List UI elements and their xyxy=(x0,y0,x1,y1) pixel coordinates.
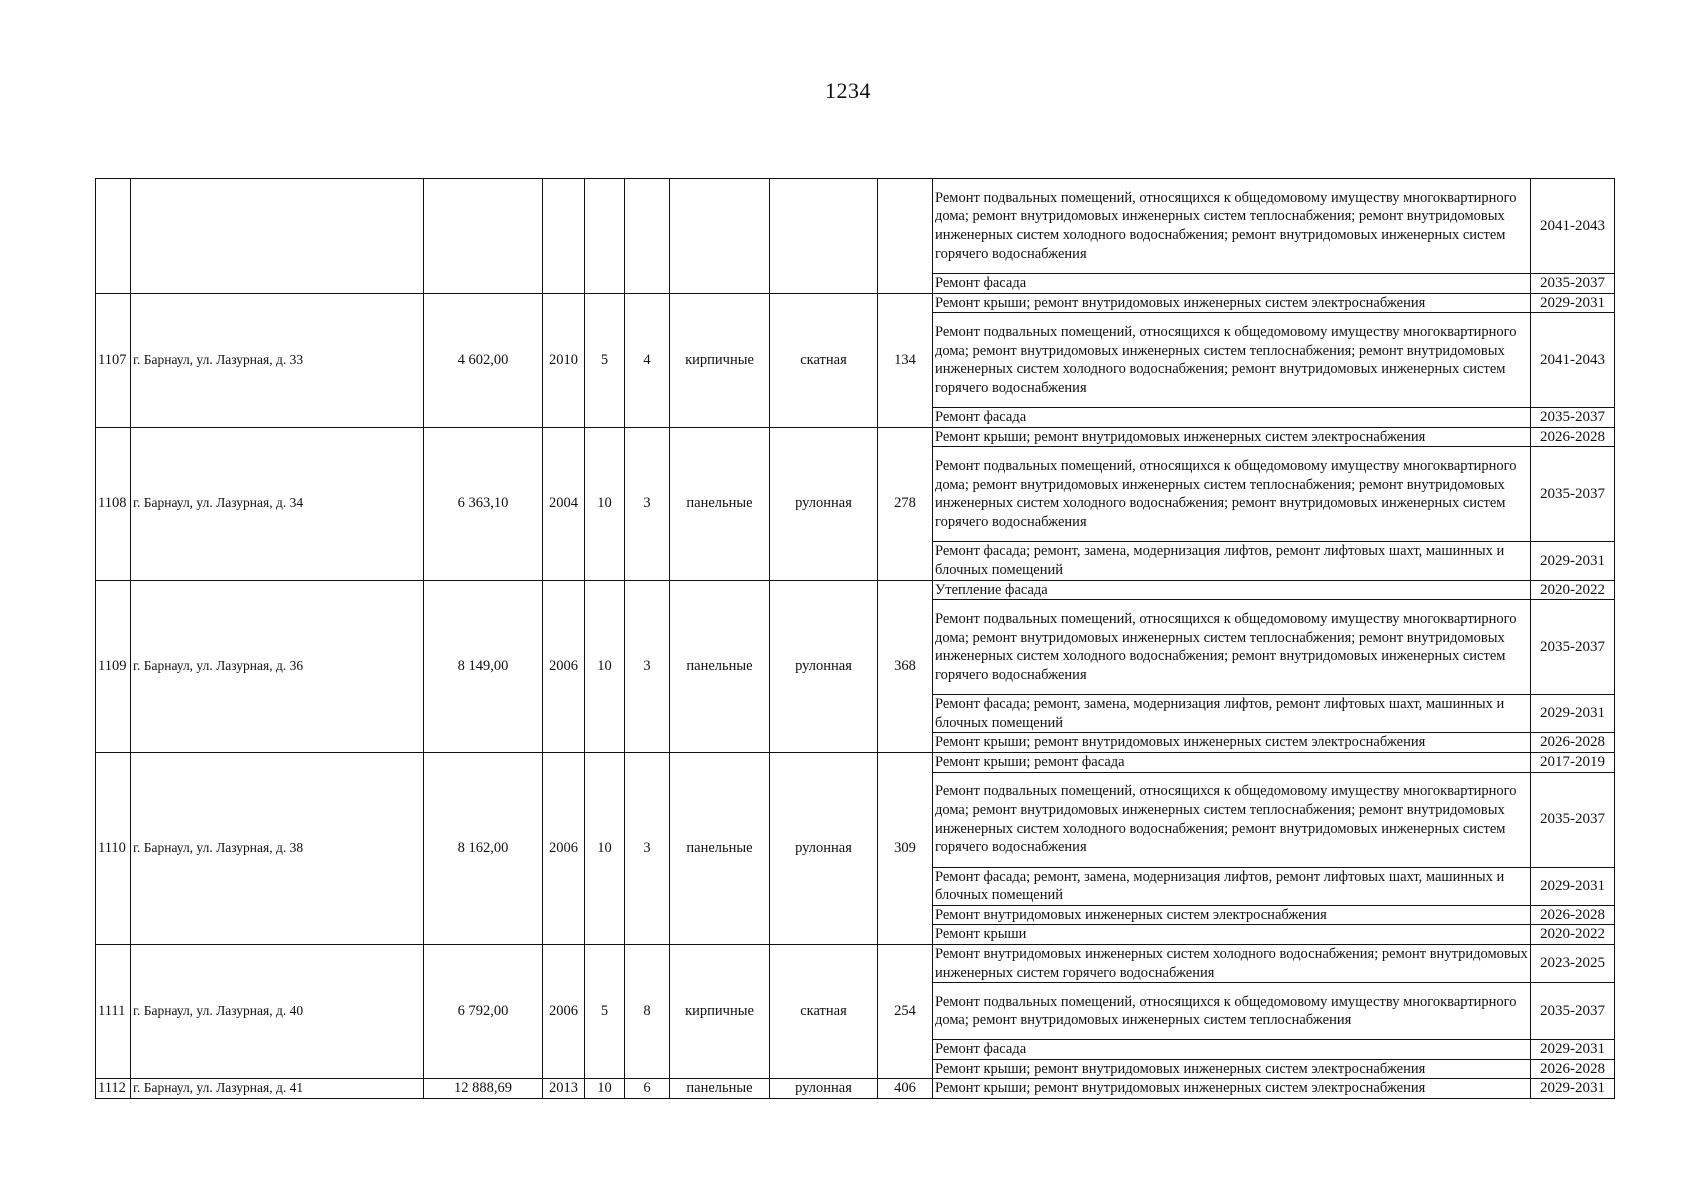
cell-work: Ремонт крыши; ремонт внутридомовых инженерных систем электроснабжения xyxy=(933,1079,1531,1099)
cell-address: г. Барнаул, ул. Лазурная, д. 36 xyxy=(131,580,424,752)
table-row xyxy=(96,944,1615,982)
cell-period: 2035-2037 xyxy=(1531,772,1615,867)
cell-area: 6 363,10 xyxy=(424,427,543,580)
cell-period: 2029-2031 xyxy=(1531,867,1615,905)
cell-roof: рулонная xyxy=(770,752,878,944)
cell-period: 2035-2037 xyxy=(1531,274,1615,294)
cell-area: 8 149,00 xyxy=(424,580,543,752)
cell-num: 1109 xyxy=(96,580,131,752)
cell-floors: 10 xyxy=(585,752,625,944)
cell-entrances: 4 xyxy=(625,293,670,427)
cell-period: 2029-2031 xyxy=(1531,1040,1615,1060)
cell-area xyxy=(424,179,543,294)
cell-entrances xyxy=(625,179,670,294)
cell-period: 2026-2028 xyxy=(1531,733,1615,753)
table-row xyxy=(96,752,1615,772)
cell-period: 2029-2031 xyxy=(1531,293,1615,313)
cell-work: Ремонт крыши; ремонт фасада xyxy=(933,752,1531,772)
cell-work: Ремонт крыши; ремонт внутридомовых инженерных систем электроснабжения xyxy=(933,733,1531,753)
cell-period: 2035-2037 xyxy=(1531,408,1615,428)
cell-address: г. Барнаул, ул. Лазурная, д. 41 xyxy=(131,1079,424,1099)
cell-area: 4 602,00 xyxy=(424,293,543,427)
cell-work: Ремонт внутридомовых инженерных систем электроснабжения xyxy=(933,905,1531,925)
table-row xyxy=(96,580,1615,600)
cell-period: 2029-2031 xyxy=(1531,1079,1615,1099)
cell-num: 1107 xyxy=(96,293,131,427)
cell-address: г. Барнаул, ул. Лазурная, д. 33 xyxy=(131,293,424,427)
cell-roof: скатная xyxy=(770,944,878,1078)
cell-num xyxy=(96,179,131,294)
cell-period: 2017-2019 xyxy=(1531,752,1615,772)
cell-floors xyxy=(585,179,625,294)
cell-walls: панельные xyxy=(670,427,770,580)
cell-work: Ремонт фасада; ремонт, замена, модернизация лифтов, ремонт лифтовых шахт, машинных и блочных помещений xyxy=(933,867,1531,905)
cell-residents: 254 xyxy=(878,944,933,1078)
cell-work: Ремонт подвальных помещений, относящихся к общедомовому имуществу многоквартирного дома; ремонт внутридомовых инженерных систем теплоснабжения; ремонт внутридомовых инженерных систем холодного водоснабжения; ремонт внутридомовых инженерных систем горячего водоснабжения xyxy=(933,600,1531,695)
cell-work: Ремонт крыши xyxy=(933,925,1531,945)
cell-period: 2029-2031 xyxy=(1531,695,1615,733)
cell-roof xyxy=(770,179,878,294)
cell-period: 2029-2031 xyxy=(1531,542,1615,580)
cell-floors: 5 xyxy=(585,293,625,427)
table-row xyxy=(96,179,1615,274)
cell-roof: рулонная xyxy=(770,1079,878,1099)
cell-floors: 10 xyxy=(585,1079,625,1099)
cell-roof: рулонная xyxy=(770,580,878,752)
cell-work: Ремонт подвальных помещений, относящихся к общедомовому имуществу многоквартирного дома; ремонт внутридомовых инженерных систем теплоснабжения; ремонт внутридомовых инженерных систем холодного водоснабжения; ремонт внутридомовых инженерных систем горячего водоснабжения xyxy=(933,447,1531,542)
cell-entrances: 3 xyxy=(625,580,670,752)
cell-period: 2026-2028 xyxy=(1531,427,1615,447)
cell-work: Ремонт подвальных помещений, относящихся к общедомовому имуществу многоквартирного дома; ремонт внутридомовых инженерных систем теплоснабжения; ремонт внутридомовых инженерных систем холодного водоснабжения; ремонт внутридомовых инженерных систем горячего водоснабжения xyxy=(933,772,1531,867)
cell-work: Ремонт фасада; ремонт, замена, модернизация лифтов, ремонт лифтовых шахт, машинных и блочных помещений xyxy=(933,542,1531,580)
cell-address: г. Барнаул, ул. Лазурная, д. 40 xyxy=(131,944,424,1078)
cell-walls xyxy=(670,179,770,294)
cell-year: 2006 xyxy=(543,752,585,944)
cell-num: 1108 xyxy=(96,427,131,580)
cell-period: 2041-2043 xyxy=(1531,179,1615,274)
cell-area: 6 792,00 xyxy=(424,944,543,1078)
cell-walls: панельные xyxy=(670,752,770,944)
cell-work: Ремонт фасада xyxy=(933,408,1531,428)
cell-num: 1110 xyxy=(96,752,131,944)
cell-residents: 368 xyxy=(878,580,933,752)
cell-period: 2026-2028 xyxy=(1531,905,1615,925)
cell-roof: рулонная xyxy=(770,427,878,580)
cell-num: 1112 xyxy=(96,1079,131,1099)
cell-work: Ремонт фасада; ремонт, замена, модернизация лифтов, ремонт лифтовых шахт, машинных и блочных помещений xyxy=(933,695,1531,733)
cell-walls: кирпичные xyxy=(670,944,770,1078)
cell-work: Ремонт крыши; ремонт внутридомовых инженерных систем электроснабжения xyxy=(933,293,1531,313)
cell-num: 1111 xyxy=(96,944,131,1078)
cell-period: 2035-2037 xyxy=(1531,600,1615,695)
cell-walls: панельные xyxy=(670,1079,770,1099)
cell-period: 2041-2043 xyxy=(1531,313,1615,408)
cell-year: 2013 xyxy=(543,1079,585,1099)
cell-year: 2004 xyxy=(543,427,585,580)
cell-entrances: 3 xyxy=(625,752,670,944)
cell-period: 2020-2022 xyxy=(1531,580,1615,600)
cell-area: 8 162,00 xyxy=(424,752,543,944)
cell-address: г. Барнаул, ул. Лазурная, д. 34 xyxy=(131,427,424,580)
cell-address xyxy=(131,179,424,294)
cell-floors: 10 xyxy=(585,580,625,752)
cell-walls: кирпичные xyxy=(670,293,770,427)
cell-entrances: 6 xyxy=(625,1079,670,1099)
cell-work: Ремонт подвальных помещений, относящихся к общедомовому имуществу многоквартирного дома; ремонт внутридомовых инженерных систем теплоснабжения; ремонт внутридомовых инженерных систем холодного водоснабжения; ремонт внутридомовых инженерных систем горячего водоснабжения xyxy=(933,179,1531,274)
cell-residents: 406 xyxy=(878,1079,933,1099)
capital-repair-table xyxy=(95,178,1615,1099)
cell-work: Ремонт фасада xyxy=(933,274,1531,294)
cell-work: Ремонт крыши; ремонт внутридомовых инженерных систем электроснабжения xyxy=(933,1059,1531,1079)
cell-work: Утепление фасада xyxy=(933,580,1531,600)
cell-year xyxy=(543,179,585,294)
cell-floors: 10 xyxy=(585,427,625,580)
cell-residents: 278 xyxy=(878,427,933,580)
cell-entrances: 3 xyxy=(625,427,670,580)
cell-year: 2006 xyxy=(543,944,585,1078)
cell-year: 2006 xyxy=(543,580,585,752)
cell-period: 2026-2028 xyxy=(1531,1059,1615,1079)
cell-period: 2020-2022 xyxy=(1531,925,1615,945)
cell-roof: скатная xyxy=(770,293,878,427)
cell-period: 2035-2037 xyxy=(1531,983,1615,1040)
cell-year: 2010 xyxy=(543,293,585,427)
table-row xyxy=(96,1079,1615,1099)
cell-address: г. Барнаул, ул. Лазурная, д. 38 xyxy=(131,752,424,944)
cell-period: 2023-2025 xyxy=(1531,944,1615,982)
cell-work: Ремонт внутридомовых инженерных систем холодного водоснабжения; ремонт внутридомовых инженерных систем горячего водоснабжения xyxy=(933,944,1531,982)
cell-work: Ремонт фасада xyxy=(933,1040,1531,1060)
cell-walls: панельные xyxy=(670,580,770,752)
cell-residents: 309 xyxy=(878,752,933,944)
cell-work: Ремонт подвальных помещений, относящихся к общедомовому имуществу многоквартирного дома; ремонт внутридомовых инженерных систем теплоснабжения xyxy=(933,983,1531,1040)
cell-work: Ремонт подвальных помещений, относящихся к общедомовому имуществу многоквартирного дома; ремонт внутридомовых инженерных систем теплоснабжения; ремонт внутридомовых инженерных систем холодного водоснабжения; ремонт внутридомовых инженерных систем горячего водоснабжения xyxy=(933,313,1531,408)
cell-residents xyxy=(878,179,933,294)
cell-work: Ремонт крыши; ремонт внутридомовых инженерных систем электроснабжения xyxy=(933,427,1531,447)
cell-entrances: 8 xyxy=(625,944,670,1078)
cell-floors: 5 xyxy=(585,944,625,1078)
cell-residents: 134 xyxy=(878,293,933,427)
table-row xyxy=(96,427,1615,447)
cell-area: 12 888,69 xyxy=(424,1079,543,1099)
table-row xyxy=(96,293,1615,313)
cell-period: 2035-2037 xyxy=(1531,447,1615,542)
page-number: 1234 xyxy=(825,78,871,103)
